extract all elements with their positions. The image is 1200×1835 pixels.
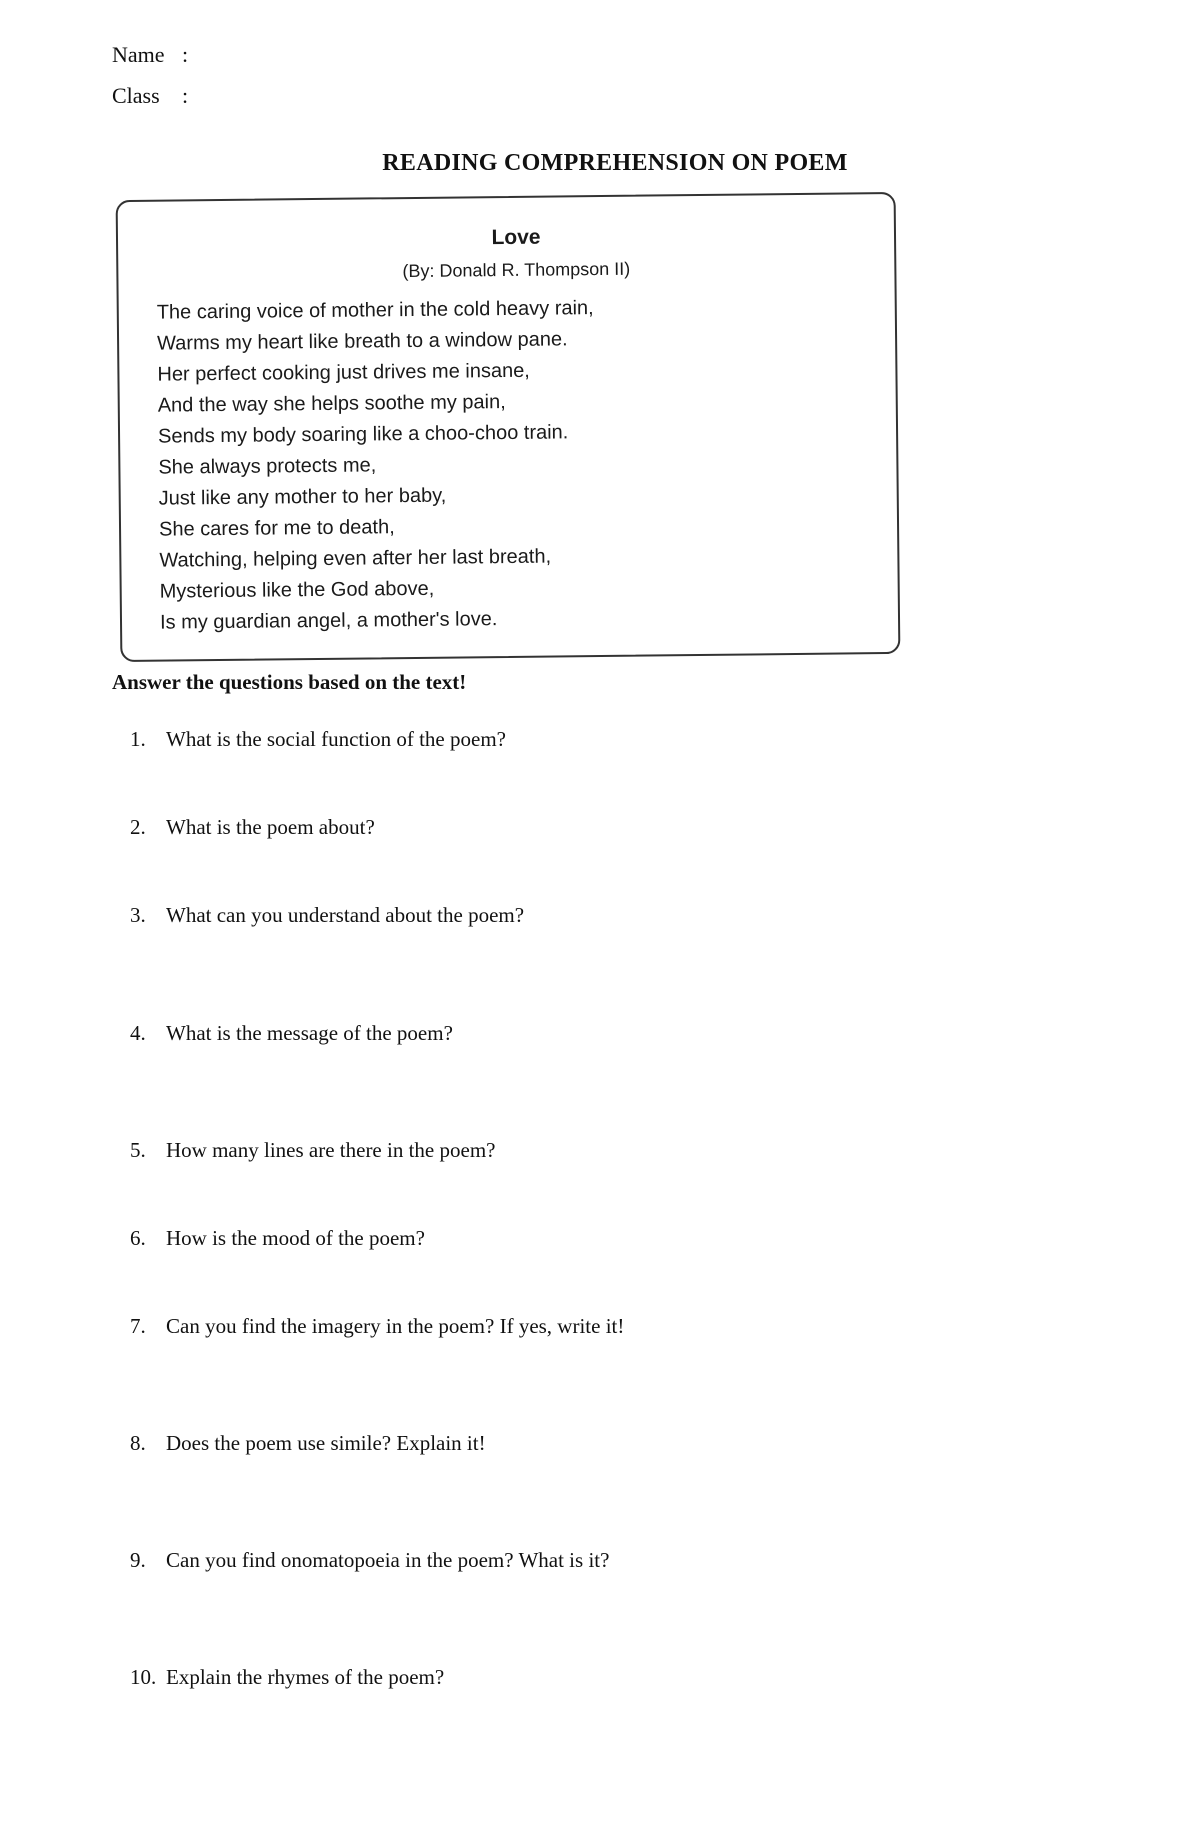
class-field xyxy=(112,83,188,109)
name-field xyxy=(112,42,188,68)
question-8 xyxy=(130,1431,486,1456)
question-number: 4. xyxy=(130,1021,146,1045)
question-number: 5. xyxy=(130,1138,146,1162)
question-number: 2. xyxy=(130,815,146,839)
poem-line: Watching, helping even after her last breath, xyxy=(159,545,552,572)
instructions: Answer the questions based on the text! xyxy=(112,670,467,694)
question-7 xyxy=(130,1314,624,1339)
name-label: Name xyxy=(112,42,165,67)
question-text: What is the message of the poem? xyxy=(166,1021,453,1045)
question-5 xyxy=(130,1138,495,1163)
page-title: READING COMPREHENSION ON POEM xyxy=(382,150,848,176)
question-text: How is the mood of the poem? xyxy=(166,1226,425,1250)
poem-box xyxy=(116,192,901,662)
question-number: 6. xyxy=(130,1226,146,1250)
poem-lines xyxy=(157,293,597,639)
question-number: 8. xyxy=(130,1431,146,1455)
poem-line: She always protects me, xyxy=(158,454,377,479)
poem-line: Mysterious like the God above, xyxy=(159,577,435,603)
poem-line: Sends my body soaring like a choo-choo train. xyxy=(157,421,569,448)
question-10 xyxy=(130,1665,444,1690)
question-text: Can you find onomatopoeia in the poem? What is it? xyxy=(166,1548,610,1572)
question-2 xyxy=(130,815,375,840)
question-text: How many lines are there in the poem? xyxy=(166,1138,496,1162)
question-number: 9. xyxy=(130,1548,146,1572)
question-3 xyxy=(130,903,524,928)
question-number: 7. xyxy=(130,1314,146,1338)
question-6 xyxy=(130,1226,425,1251)
poem-author: (By: Donald R. Thompson II) xyxy=(402,258,631,282)
question-4 xyxy=(130,1021,453,1046)
question-text: What is the social function of the poem? xyxy=(166,727,506,751)
question-number: 10. xyxy=(130,1665,157,1689)
question-number: 3. xyxy=(130,903,146,927)
question-text: What can you understand about the poem? xyxy=(166,903,525,927)
poem-line: She cares for me to death, xyxy=(158,516,395,541)
question-text: What is the poem about? xyxy=(166,815,375,839)
poem-line: Her perfect cooking just drives me insane, xyxy=(157,359,530,386)
class-label: Class xyxy=(112,83,160,108)
poem-line: Warms my heart like breath to a window pane. xyxy=(156,328,568,355)
poem-title: Love xyxy=(491,225,541,250)
question-9 xyxy=(130,1548,609,1573)
question-text: Explain the rhymes of the poem? xyxy=(166,1665,445,1689)
question-number: 1. xyxy=(130,727,146,751)
class-colon: : xyxy=(182,83,189,108)
poem-line: Is my guardian angel, a mother's love. xyxy=(159,608,498,634)
poem-line: And the way she helps soothe my pain, xyxy=(157,391,506,417)
question-1 xyxy=(130,727,506,752)
question-text: Can you find the imagery in the poem? If yes, write it! xyxy=(166,1314,625,1338)
name-colon: : xyxy=(182,42,189,67)
poem-line: Just like any mother to her baby, xyxy=(158,484,447,510)
question-text: Does the poem use simile? Explain it! xyxy=(166,1431,486,1455)
poem-line: The caring voice of mother in the cold heavy rain, xyxy=(156,297,594,324)
